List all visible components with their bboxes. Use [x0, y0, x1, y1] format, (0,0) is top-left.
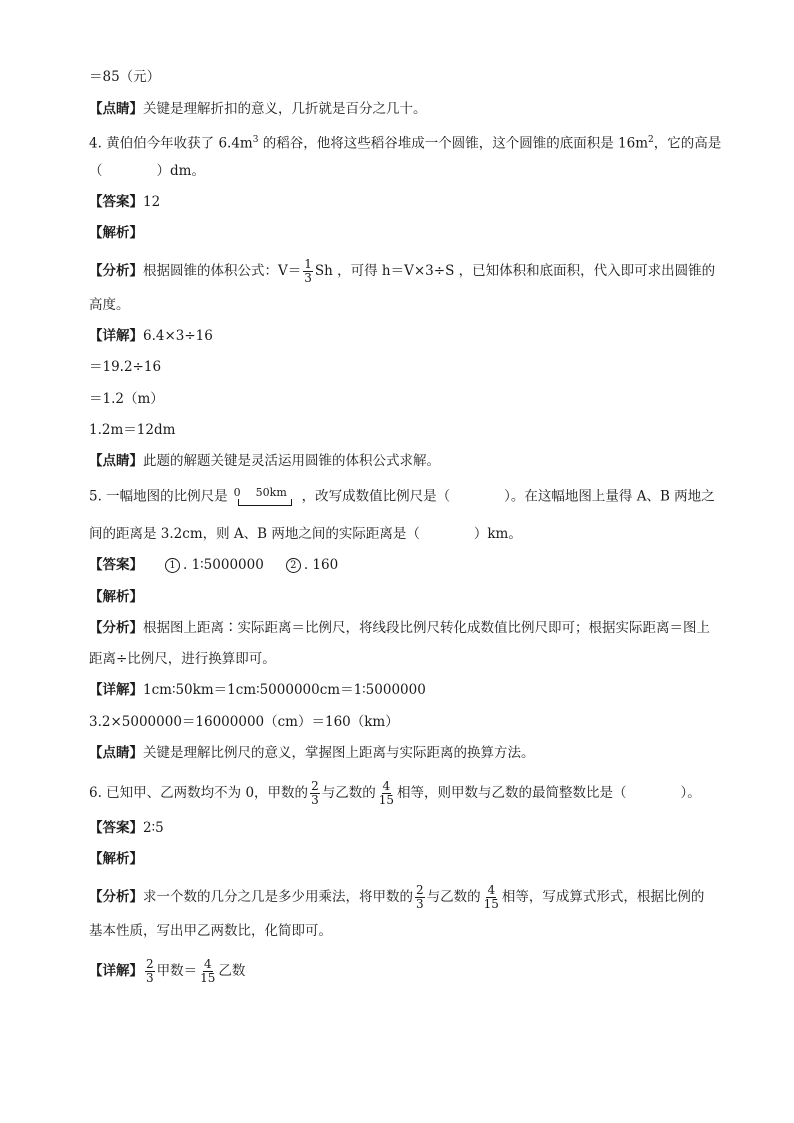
q6-text-a: 6. 已知甲、乙两数均不为 0，甲数的: [89, 785, 309, 801]
fraction-two-thirds: [145, 958, 155, 985]
q5-review: [89, 744, 535, 762]
detail-text-a: 甲数＝: [156, 963, 198, 979]
fenxi-text-b: Sh ，可得 h＝V×3÷S ，已知体积和底面积，代入即可求出圆锥的: [314, 263, 716, 279]
q5-text-a: 5. 一幅地图的比例尺是: [89, 488, 228, 505]
q4-question-line1: [89, 131, 721, 153]
detail-text-b: 乙数: [218, 963, 246, 979]
q5-fenxi-line2: 距离÷比例尺，进行换算即可。: [89, 651, 276, 667]
frac-numerator: 2: [146, 957, 154, 971]
circled-one: 1: [165, 558, 180, 573]
answer-two: . 160: [303, 557, 339, 573]
frac-denominator: 15: [378, 793, 394, 807]
analysis-tag: 【解析】: [89, 589, 143, 605]
fenxi-text-b: 与乙数的: [426, 889, 481, 905]
q4-review: [89, 452, 440, 470]
answer-one: . 1∶5000000: [183, 557, 264, 573]
frac-numerator: 2: [416, 883, 424, 897]
fraction-four-fifteenths: [199, 958, 216, 985]
frac-numerator: 1: [304, 257, 312, 271]
review-text: 关键是理解比例尺的意义，掌握图上距离与实际距离的换算方法。: [143, 745, 535, 761]
q6-question: [89, 780, 701, 807]
analysis-tag: 【解析】: [89, 225, 143, 241]
scale-zero-label: 0: [233, 486, 241, 499]
fenxi-text: 根据图上距离∶实际距离＝比例尺，将线段比例尺转化成数值比例尺即可；根据实际距离＝图上: [143, 620, 710, 636]
q3-result: ＝85（元）: [89, 69, 161, 85]
fenxi-text-a: 求一个数的几分之几是多少用乘法，将甲数的: [143, 889, 413, 905]
answer-tag: 【答案】: [89, 557, 143, 573]
q5-detail-line2: 3.2×5000000＝16000000（cm）＝160（km）: [89, 714, 399, 730]
fraction-four-fifteenths: [483, 884, 500, 911]
review-tag: 【点睛】: [89, 745, 143, 761]
q5-question-line1: [89, 484, 715, 510]
frac-numerator: 4: [382, 779, 391, 793]
detail-tag: 【详解】: [89, 963, 143, 979]
detail-text: 6.4×3÷16: [143, 328, 213, 344]
answer-value: 12: [143, 194, 161, 210]
q4-fenxi: [89, 258, 715, 285]
q4-text-c: ，它的高是: [653, 135, 722, 152]
q4-text-b: 的稻谷，他将这些稻谷堆成一个圆锥，这个圆锥的底面积是 16m: [258, 135, 649, 152]
fraction-one-third: [303, 258, 313, 285]
q4-analysis-tag: [89, 224, 143, 242]
q6-detail: [89, 958, 245, 985]
q4-text-a: 4. 黄伯伯今年收获了 6.4m: [89, 135, 253, 152]
q6-answer: [89, 819, 164, 837]
q4-detail-line2: ＝19.2÷16: [89, 359, 162, 375]
frac-numerator: 4: [487, 883, 496, 897]
q5-answer: [89, 556, 338, 574]
fenxi-text-c: 相等，写成算式形式，根据比例的: [501, 889, 705, 905]
frac-denominator: 3: [311, 793, 319, 807]
q4-detail-line3: ＝1.2（m）: [89, 391, 164, 407]
review-tag: 【点睛】: [89, 453, 143, 469]
q4-fenxi-line2: 高度。: [89, 297, 130, 313]
detail-text: 1cm∶50km＝1cm∶5000000cm＝1∶5000000: [143, 682, 426, 698]
fraction-two-thirds: [415, 884, 425, 911]
q5-text-b: ，改写成数值比例尺是（ ）。在这幅地图上量得 A、B 两地之: [301, 488, 715, 505]
frac-denominator: 3: [146, 971, 154, 985]
q4-question-line2: （ ）dm。: [89, 163, 205, 179]
q5-question-line2: 间的距离是 3.2cm，则 A、B 两地之间的实际距离是（ ）km。: [89, 526, 522, 542]
q4-detail-line4: 1.2m＝12dm: [89, 422, 176, 438]
detail-tag: 【详解】: [89, 682, 143, 698]
analysis-tag: 【解析】: [89, 851, 143, 867]
q5-analysis-tag: [89, 588, 143, 606]
circled-two: 2: [286, 558, 301, 573]
q4-sup-cube: 3: [252, 135, 259, 145]
fenxi-tag: 【分析】: [89, 263, 143, 279]
q4-sup-square: 2: [648, 135, 654, 145]
frac-denominator: 15: [483, 897, 499, 911]
answer-tag: 【答案】: [89, 194, 143, 210]
q5-detail-line1: [89, 681, 426, 699]
line-scale-bar: [234, 484, 296, 510]
fenxi-tag: 【分析】: [89, 620, 143, 636]
frac-denominator: 15: [200, 971, 216, 985]
q6-text-b: 与乙数的: [321, 785, 376, 801]
fraction-two-thirds: [310, 780, 320, 807]
q3-review: [89, 100, 427, 118]
fenxi-tag: 【分析】: [89, 889, 143, 905]
frac-denominator: 3: [304, 271, 312, 285]
q6-analysis-tag: [89, 850, 143, 868]
q6-text-c: 相等，则甲数与乙数的最简整数比是（ ）。: [396, 785, 701, 801]
q5-fenxi-line1: [89, 619, 710, 637]
fenxi-text-a: 根据圆锥的体积公式：V＝: [143, 263, 302, 279]
frac-numerator: 4: [203, 957, 212, 971]
q6-fenxi-line2: 基本性质，写出甲乙两数比，化简即可。: [89, 923, 332, 939]
detail-tag: 【详解】: [89, 328, 143, 344]
q4-detail-line1: [89, 327, 213, 345]
review-text: 关键是理解折扣的意义，几折就是百分之几十。: [143, 101, 427, 117]
fraction-four-fifteenths: [378, 780, 395, 807]
frac-numerator: 2: [311, 779, 319, 793]
q4-answer: [89, 193, 160, 211]
answer-value: 2∶5: [143, 820, 164, 836]
q6-fenxi-line1: [89, 884, 704, 911]
scale-segment: [238, 499, 292, 506]
frac-denominator: 3: [416, 897, 424, 911]
answer-tag: 【答案】: [89, 820, 143, 836]
review-tag: 【点睛】: [89, 101, 143, 117]
review-text: 此题的解题关键是灵活运用圆锥的体积公式求解。: [143, 453, 440, 469]
scale-km-label: 50km: [255, 486, 287, 499]
